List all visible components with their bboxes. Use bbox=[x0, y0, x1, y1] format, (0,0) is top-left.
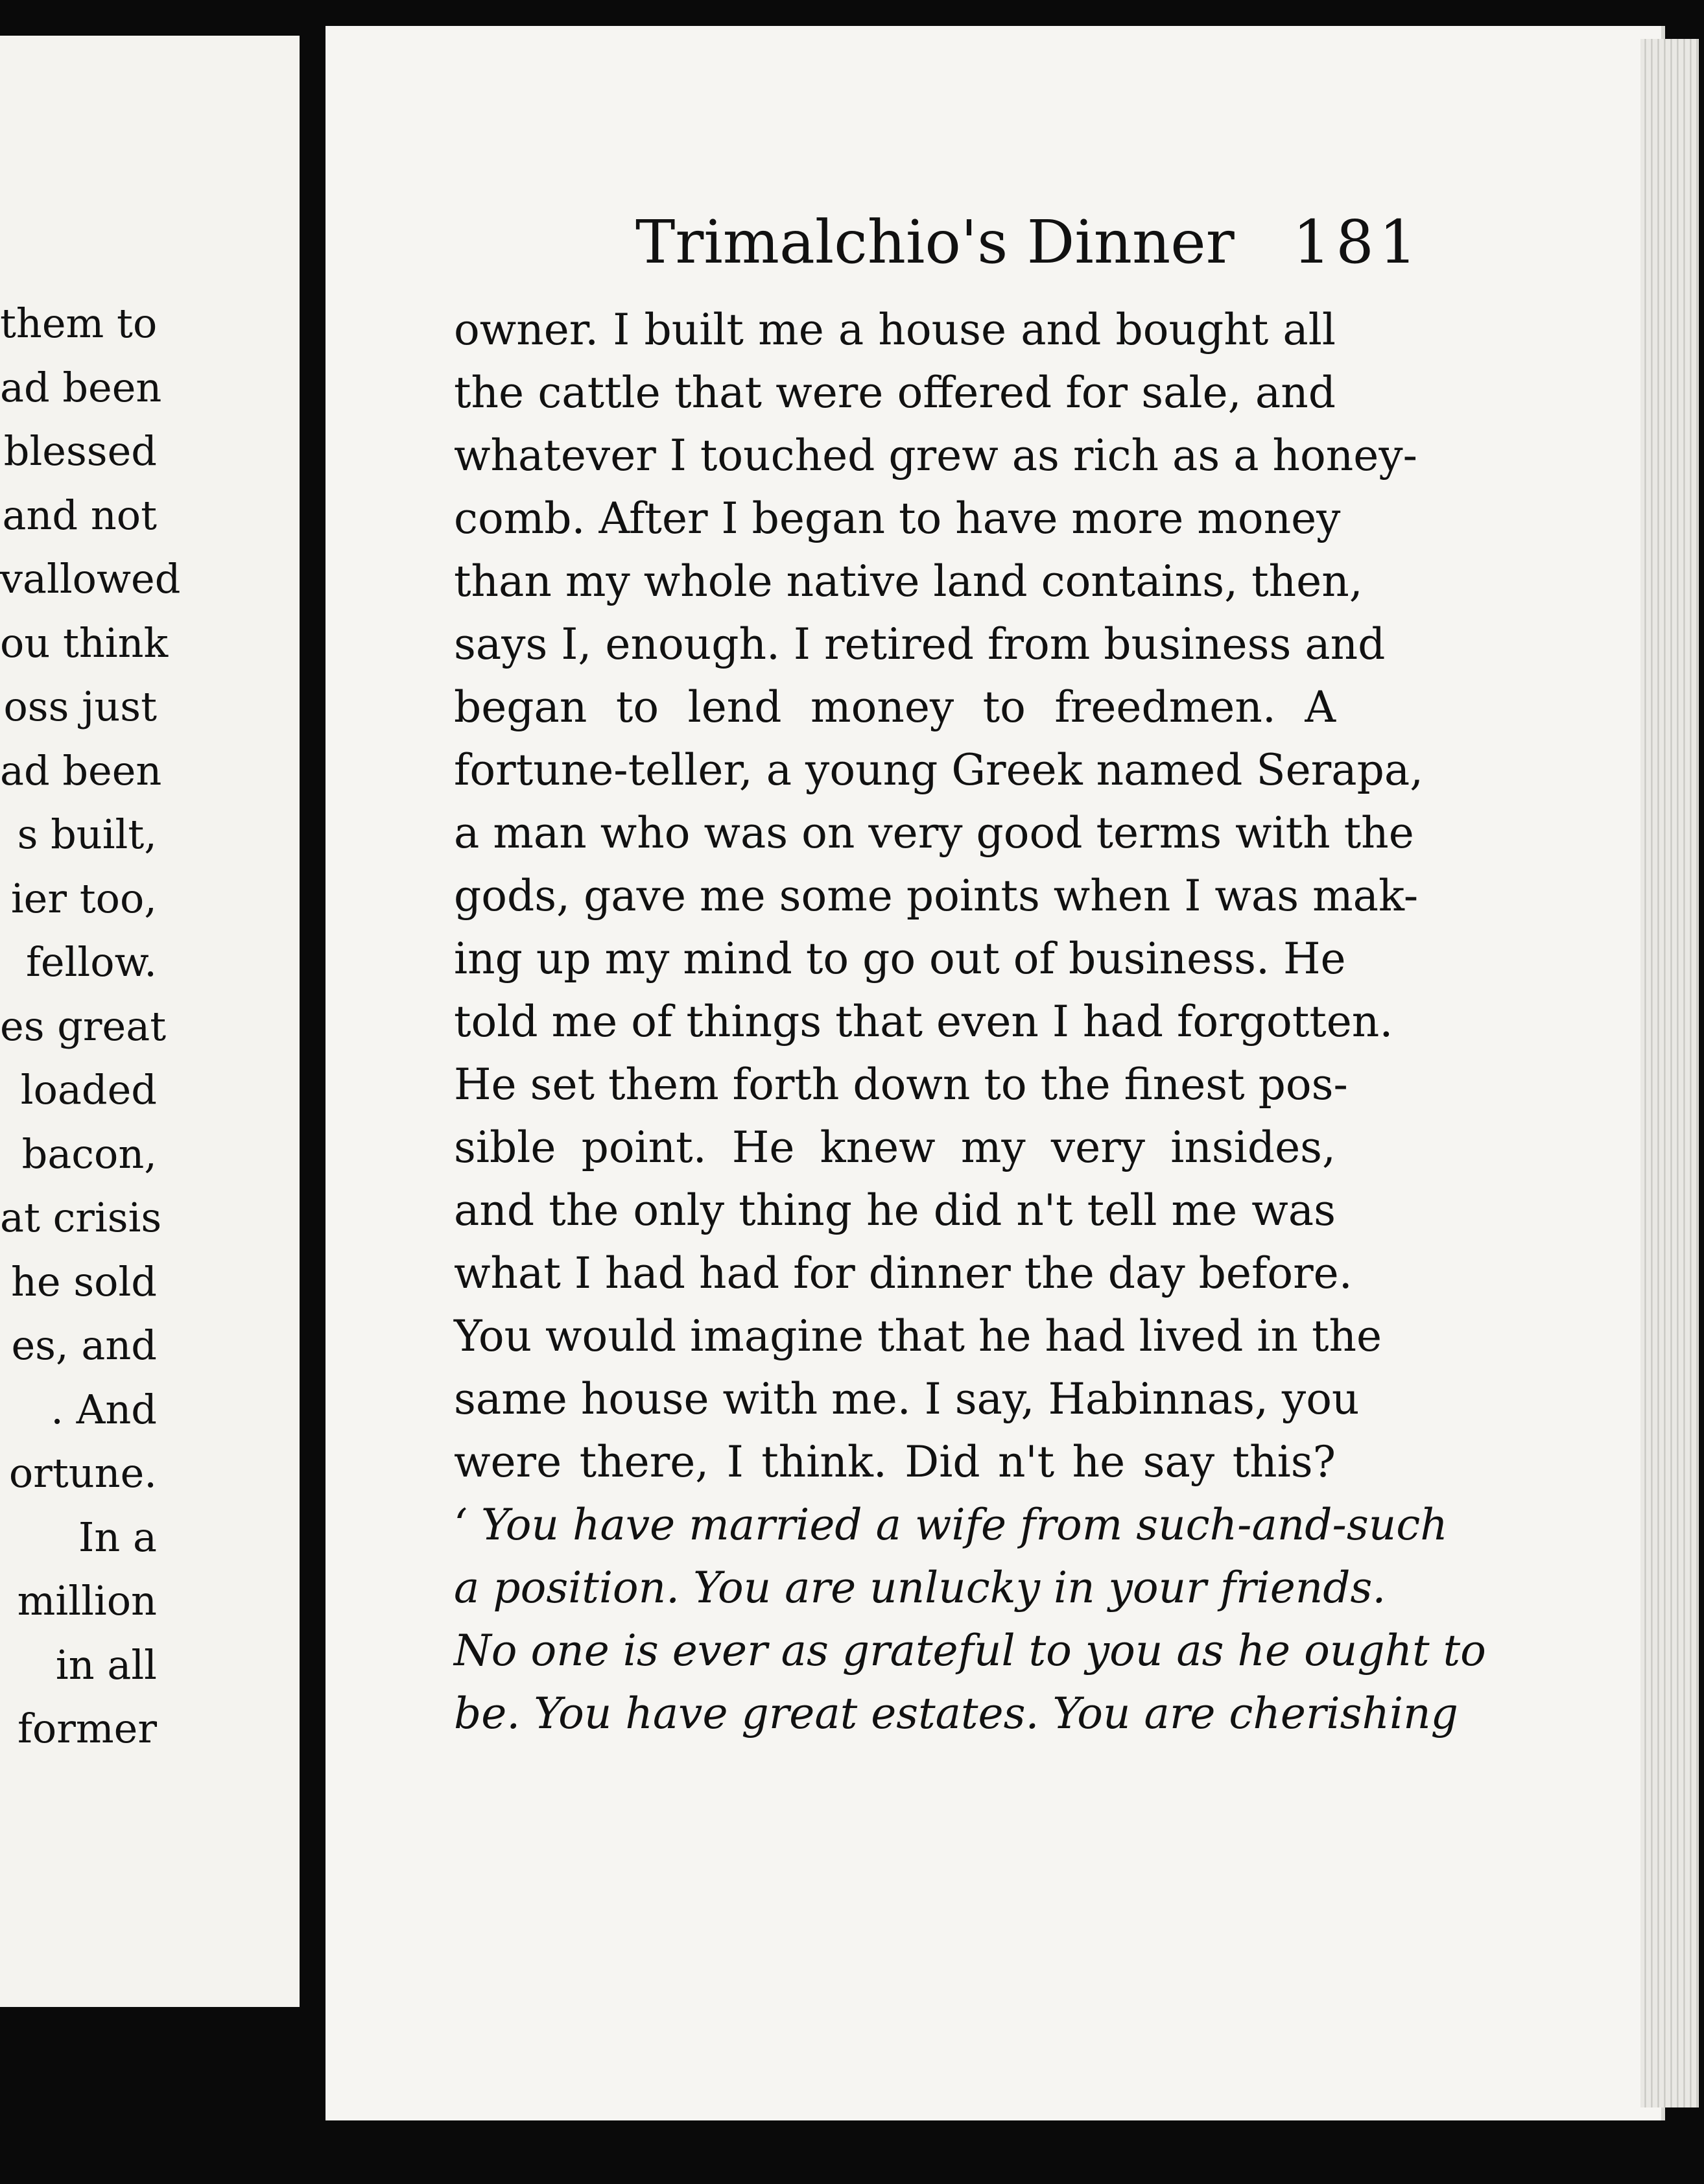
left-fragment-line: at crisis bbox=[0, 1194, 162, 1241]
page-number: 181 bbox=[1292, 208, 1423, 277]
left-fragment-line: es great bbox=[0, 1002, 167, 1050]
text-line: the cattle that were offered for sale, and bbox=[454, 368, 1336, 418]
left-fragment-line: he sold bbox=[11, 1257, 157, 1305]
text-line: a man who was on very good terms with the bbox=[454, 808, 1414, 858]
left-fragment-line: blessed bbox=[3, 427, 157, 475]
text-line: ing up my mind to go out of business. He bbox=[454, 934, 1346, 984]
text-line: fortune-teller, a young Greek named Serapa, bbox=[454, 745, 1424, 795]
left-fragment-line: ou think bbox=[0, 619, 169, 667]
text-line: what I had had for dinner the day before. bbox=[454, 1248, 1353, 1298]
text-line: comb. After I began to have more money bbox=[454, 493, 1341, 543]
italic-text-line: ‘ You have married a wife from such-and-such bbox=[454, 1500, 1448, 1550]
left-fragment-line: vallowed bbox=[0, 555, 181, 602]
left-fragment-line: es, and bbox=[11, 1322, 157, 1369]
text-line: sible point. He knew my very insides, bbox=[454, 1122, 1336, 1172]
text-line: and the only thing he did n't tell me was bbox=[454, 1185, 1336, 1235]
text-line: than my whole native land contains, then, bbox=[454, 556, 1363, 606]
left-fragment-line: s built, bbox=[17, 811, 157, 858]
left-fragment-line: them to bbox=[0, 300, 158, 347]
left-page-text-fragments bbox=[0, 292, 300, 1761]
text-line: gods, gave me some points when I was mak- bbox=[454, 871, 1419, 921]
text-line: whatever I touched grew as rich as a honey- bbox=[454, 431, 1417, 481]
left-fragment-line: million bbox=[17, 1577, 157, 1624]
left-fragment-line: ad been bbox=[0, 746, 162, 794]
left-fragment-line: former bbox=[17, 1705, 157, 1752]
text-line: were there, I think. Did n't he say this? bbox=[454, 1437, 1336, 1487]
left-fragment-line: ortune. bbox=[8, 1449, 157, 1497]
running-title: Trimalchio's Dinner bbox=[635, 208, 1235, 277]
left-fragment-line: In a bbox=[78, 1513, 157, 1561]
left-fragment-line: . And bbox=[51, 1385, 157, 1433]
left-fragment-line: fellow. bbox=[25, 938, 157, 986]
italic-text-line: a position. You are unlucky in your friends. bbox=[454, 1563, 1386, 1613]
left-fragment-line: oss just bbox=[3, 683, 157, 730]
left-fragment-line: loaded bbox=[20, 1066, 157, 1113]
text-line: owner. I built me a house and bought all bbox=[454, 305, 1336, 355]
book-gutter bbox=[300, 13, 325, 2184]
left-fragment-line: ad been bbox=[0, 363, 162, 411]
text-line: told me of things that even I had forgotten. bbox=[454, 997, 1393, 1047]
text-line: says I, enough. I retired from business and bbox=[454, 619, 1386, 669]
left-fragment-line: ier too, bbox=[10, 874, 157, 922]
left-fragment-line: bacon, bbox=[21, 1130, 157, 1178]
body-text bbox=[454, 298, 1486, 1745]
text-line: He set them forth down to the finest pos- bbox=[454, 1060, 1348, 1110]
left-fragment-line: in all bbox=[55, 1641, 157, 1689]
left-fragment-line: and not bbox=[2, 491, 157, 539]
running-head bbox=[635, 208, 1423, 277]
italic-text-line: be. You have great estates. You are cherishing bbox=[454, 1689, 1458, 1739]
text-line: same house with me. I say, Habinnas, you bbox=[454, 1374, 1360, 1424]
page-edges bbox=[1640, 39, 1699, 2107]
text-line: You would imagine that he had lived in the bbox=[454, 1311, 1382, 1361]
text-line: began to lend money to freedmen. A bbox=[454, 682, 1336, 732]
italic-text-line: No one is ever as grateful to you as he ought to bbox=[454, 1626, 1486, 1676]
